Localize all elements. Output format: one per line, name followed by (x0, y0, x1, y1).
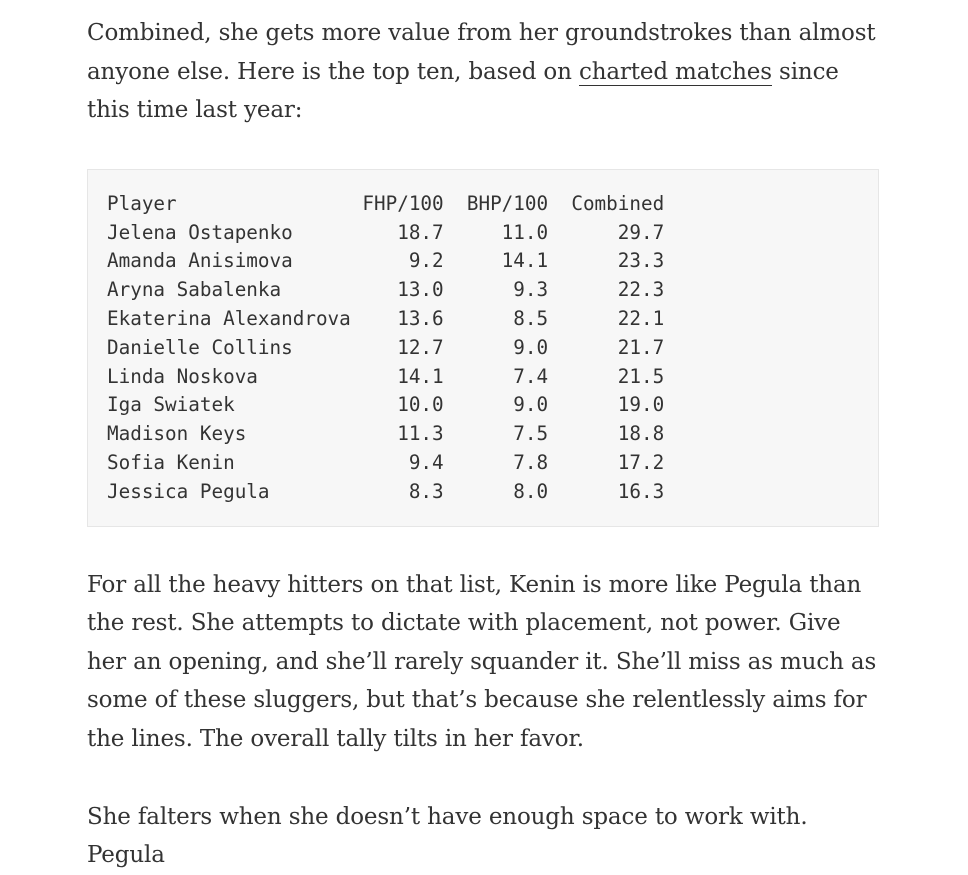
table-row: Ekaterina Alexandrova 13.6 8.5 22.1 (107, 306, 665, 330)
table-row: Aryna Sabalenka 13.0 9.3 22.3 (107, 278, 665, 302)
intro-text-end: since this time last year: (87, 58, 839, 124)
table-row: Sofia Kenin 9.4 7.8 17.2 (107, 450, 665, 474)
table-row: Danielle Collins 12.7 9.0 21.7 (107, 335, 665, 359)
intro-text: Combined, she gets more value from her groundstrokes than almost anyone else. Here is the top ten, based on (87, 20, 876, 85)
table-row: Jessica Pegula 8.3 8.0 16.3 (107, 479, 665, 503)
table-row: Jelena Ostapenko 18.7 11.0 29.7 (107, 220, 665, 244)
top-ten-table (87, 169, 879, 527)
charted-matches-link[interactable]: charted matches (578, 58, 772, 85)
table-row: Iga Swiatek 10.0 9.0 19.0 (107, 393, 665, 417)
analysis-paragraph: For all the heavy hitters on that list, Kenin is more like Pegula than the rest. She attempts to dictate with placement, not power. Give her an opening, and she’ll rarely squander it. She’ll miss as much as some of these sluggers, but that’s because she relentlessly aims for the lines. The overall tally tilts in her favor. (87, 571, 877, 752)
table-header: Player FHP/100 BHP/100 Combined (107, 191, 665, 215)
intro-paragraph (87, 14, 879, 130)
table-row: Madison Keys 11.3 7.5 18.8 (107, 422, 665, 446)
table-row: Amanda Anisimova 9.2 14.1 23.3 (107, 249, 665, 273)
next-paragraph: She falters when she doesn’t have enough space to work with. Pegula (87, 803, 808, 869)
table-row: Linda Noskova 14.1 7.4 21.5 (107, 364, 665, 388)
article-body (87, 14, 879, 875)
